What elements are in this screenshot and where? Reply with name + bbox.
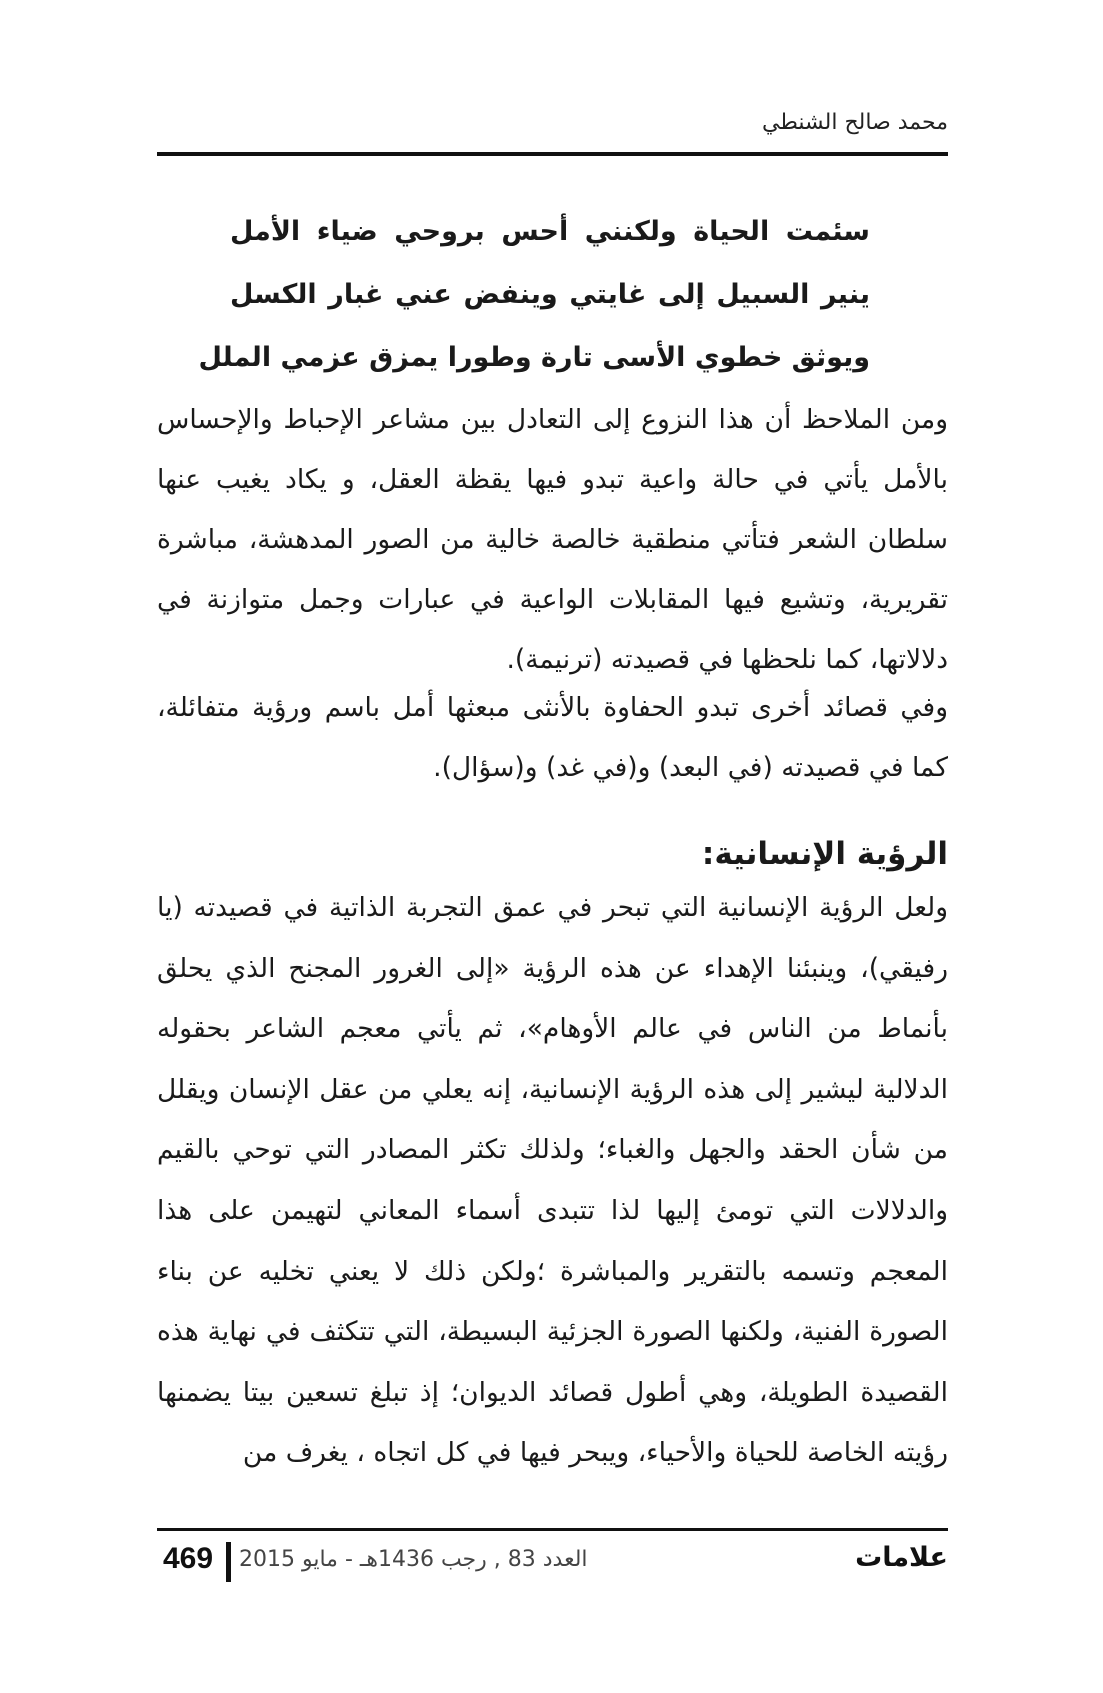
footer-separator-bar: [226, 1542, 231, 1582]
poem-verse: ويوثق خطوي الأسى تارة وطورا يمزق عزمي الملل: [198, 342, 870, 373]
body-paragraph: ولعل الرؤية الإنسانية التي تبحر في عمق التجربة الذاتية في قصيدته (يا رفيقي)، وينبئنا الإهداء عن هذه الرؤية «إلى الغرور المجنح الذي يحلق بأنماط من الناس في عالم الأوهام»، ثم يأتي معجم الشاعر بحقوله الدلالية ليشير إلى هذه الرؤية الإنسانية، إنه يعلي من عقل الإنسان ويقلل من شأن الحقد والجهل والغباء؛ ولذلك تكثر المصادر التي توحي بالقيم والدلالات التي تومئ إليها لذا تتبدى أسماء المعاني لتهيمن على هذا المعجم وتسمه بالتقرير والمباشرة ؛ولكن ذلك لا يعني تخليه عن بناء الصورة الفنية، ولكنها الصورة الجزئية البسيطة، التي تتكثف في نهاية هذه القصيدة الطويلة، وهي أطول قصائد الديوان؛ إذ تبلغ تسعين بيتا يضمنها رؤيته الخاصة للحياة والأحياء، ويبحر فيها في كل اتجاه ، يغرف من: [157, 892, 948, 1469]
section-heading: الرؤية الإنسانية:: [701, 836, 948, 872]
page-footer: [157, 1542, 948, 1586]
body-paragraph: وفي قصائد أخرى تبدو الحفاوة بالأنثى مبعثها أمل باسم ورؤية متفائلة، كما في قصيدته (في البعد) و(في غد) و(سؤال).: [157, 692, 948, 783]
page-number: 469: [163, 1542, 214, 1575]
poem-verse: سئمت الحياة ولكنني أحس بروحي ضياء الأمل: [230, 216, 870, 247]
footer-divider: [157, 1528, 948, 1531]
journal-logo: علامات: [855, 1542, 948, 1573]
running-header-author: محمد صالح الشنطي: [762, 110, 948, 135]
poem-block: [198, 200, 870, 389]
body-paragraph: ومن الملاحظ أن هذا النزوع إلى التعادل بين مشاعر الإحباط والإحساس بالأمل يأتي في حالة واعية تبدو فيها يقظة العقل، و يكاد يغيب عنها سلطان الشعر فتأتي منطقية خالصة خالية من الصور المدهشة، مباشرة تقريرية، وتشيع فيها المقابلات الواعية في عبارات وجمل متوازنة في دلالاتها، كما نلحظها في قصيدته (ترنيمة).: [157, 404, 948, 675]
header-divider: [157, 152, 948, 156]
issue-info: العدد 83 , رجب 1436هـ - مايو 2015: [239, 1547, 588, 1572]
poem-verse: ينير السبيل إلى غايتي وينفض عني غبار الكسل: [230, 279, 870, 310]
